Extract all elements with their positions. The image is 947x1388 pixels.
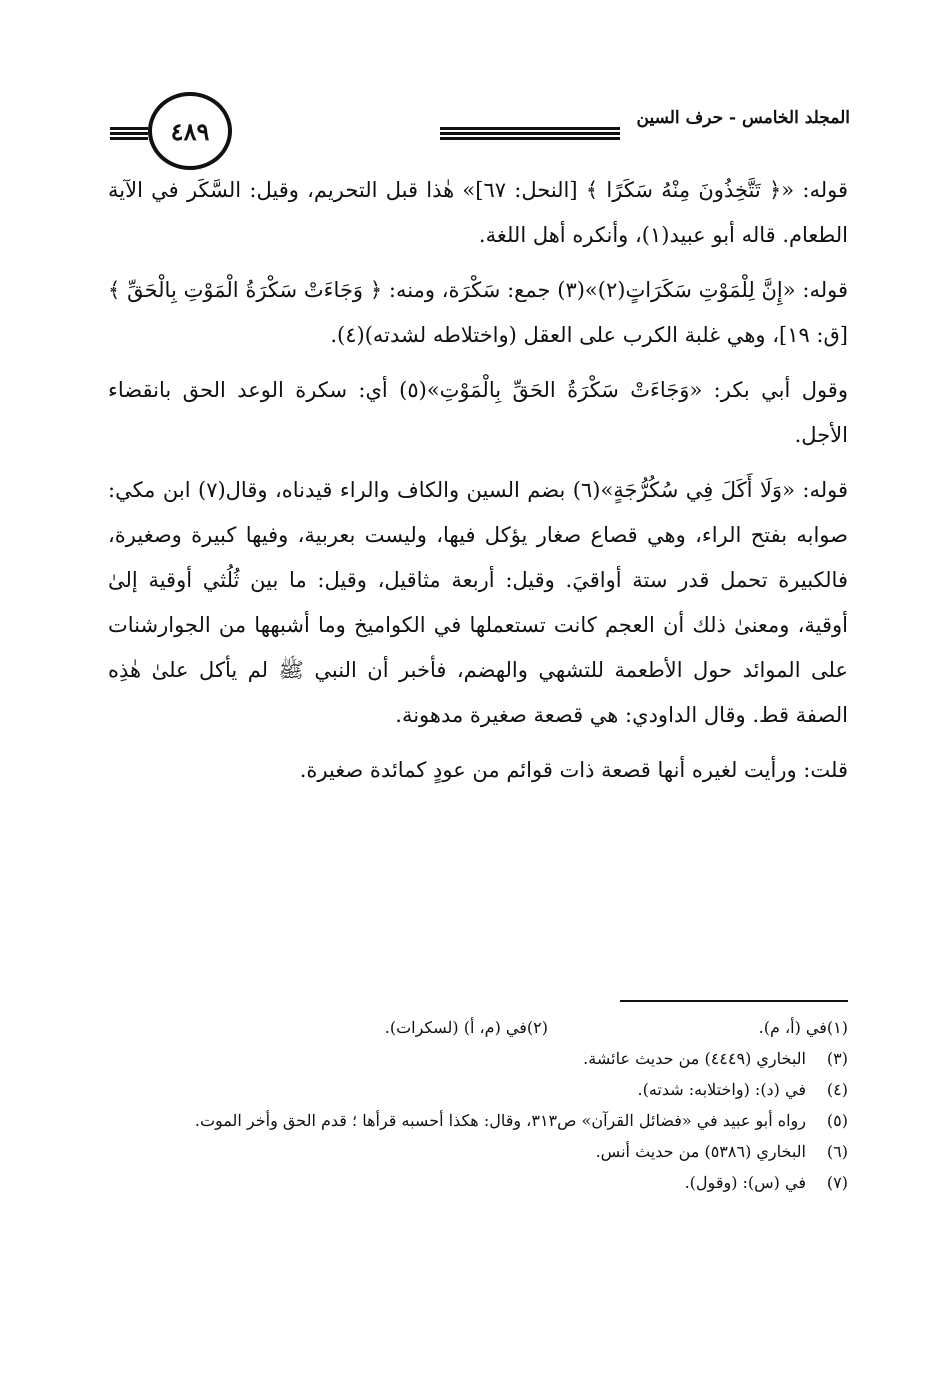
header-rule [440,127,620,130]
header-rule [110,132,148,135]
footnote-text: البخاري (٤٤٤٩) من حديث عائشة. [583,1049,806,1068]
paragraph: قلت: ورأيت لغيره أنها قصعة ذات قوائم من عودٍ كمائدة صغيرة. [299,758,848,782]
footnote-text: البخاري (٥٣٨٦) من حديث أنس. [595,1142,806,1161]
page-number-badge [148,92,232,170]
footnote [248,1012,548,1043]
footnote-number: (٣) [826,1049,848,1068]
header-rule [440,132,620,135]
footnote-number: (٧) [826,1173,848,1192]
paragraph: قوله: «وَلَا أَكَلَ فِي سُكُرُّجَةٍ»(٦) بضم السين والكاف والراء قيدناه، وقال(٧) ابن مكي: صوابه بفتح الراء، وهي قصاع صغار يؤكل فيها، وليست بعربية، وفيها كبيرة وصغيرة، فالكبيرة تحمل قدر ستة أواقيَ. وقيل: أربعة مثاقيل، وقيل: ما بين ثُلُثي أوقية إلىٰ أوقية، ومعنىٰ ذلك أن العجم كانت تستعملها في الكواميخ وما أشبهها من الجوارشنات على الموائد حول الأطعمة للتشهي والهضم، فأخبر أن النبي ﷺ لم يأكل علىٰ هٰذِه الصفة قط. وقال الداودي: هي قصعة صغيرة مدهونة. [108,478,848,727]
header-rule [110,127,148,130]
page-number: ٤٨٩ [170,116,210,146]
running-title: المجلد الخامس - حرف السين [636,108,850,128]
footnote-text: في (أ، م). [758,1018,827,1037]
footnote-number: (١) [826,1018,848,1037]
footnote [108,1043,848,1074]
header-rule [110,137,148,140]
footnote [108,1136,848,1167]
footnote-text: رواه أبو عبيد في «فضائل القرآن» ص٣١٣، وقال: هكذا أحسبه قرأها ؛ قدم الحق وأخر الموت. [194,1111,806,1130]
paragraph: قوله: «إِنَّ لِلْمَوْتِ سَكَرَاتٍ(٢)»(٣) جمع: سَكْرَة، ومنه: ﴿ وَجَاءَتْ سَكْرَةُ الْمَوْتِ بِالْحَقِّ ﴾ [ق: ١٩]، وهي غلبة الكرب على العقل (واختلاطه لشدته)(٤). [108,278,848,347]
footnotes [108,1012,848,1198]
footnote-number: (٥) [826,1111,848,1130]
footnote-text: في (د): (واختلابه: شدته). [637,1080,806,1099]
footnote [108,1105,848,1136]
footnote-text: في (س): (وقول). [684,1173,806,1192]
footnote [108,1074,848,1105]
footnote-row [108,1012,848,1043]
footnote [548,1012,848,1043]
header-rule [440,137,620,140]
footnote-text: في (م، أ) (لسكرات). [384,1018,527,1037]
footnote [108,1167,848,1198]
footnote-separator [620,1000,848,1002]
main-text [108,168,848,803]
footnote-number: (٦) [826,1142,848,1161]
footnote-number: (٤) [826,1080,848,1099]
page-header [110,88,850,158]
paragraph: قوله: «﴿ تَتَّخِذُونَ مِنْهُ سَكَرًا ﴾ [النحل: ٦٧]» هٰذا قبل التحريم، وقيل: السَّكَر في الآية الطعام. قاله أبو عبيد(١)، وأنكره أهل اللغة. [108,178,848,247]
footnote-number: (٢) [526,1018,548,1037]
paragraph: وقول أبي بكر: «وَجَاءَتْ سَكْرَةُ الحَقِّ بِالْمَوْتِ»(٥) أي: سكرة الوعد الحق بانقضاء الأجل. [108,378,848,447]
